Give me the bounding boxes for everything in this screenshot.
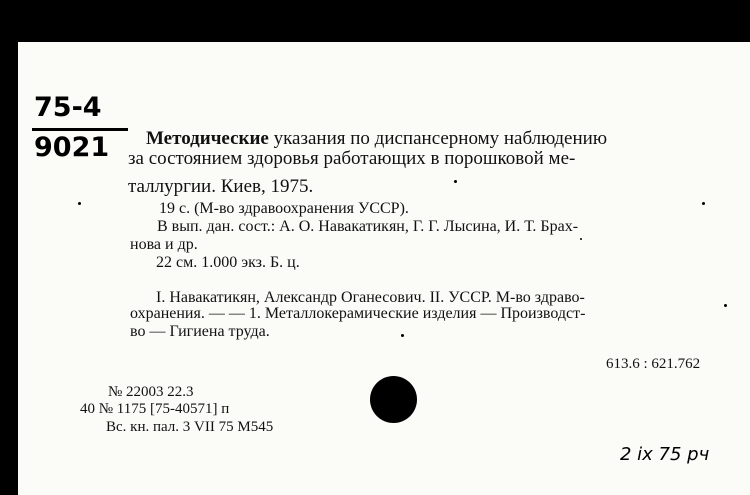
title-line-1 xyxy=(146,128,607,150)
call-number-bottom: 9021 xyxy=(34,132,110,163)
speck xyxy=(702,202,705,205)
call-number-top: 75-4 xyxy=(34,92,102,123)
title-rest: указания по диспансерному наблюдению xyxy=(273,128,608,149)
speck xyxy=(401,334,404,337)
tracing-line-2: охранения. — — 1. Металлокерамические изделия — Производст- xyxy=(130,305,586,322)
compilers-line-2: нова и др. xyxy=(130,236,198,253)
registration-number: № 1175 [75-40571] п xyxy=(98,401,230,417)
punch-hole xyxy=(370,376,417,423)
handwritten-note: 2 ix 75 pч xyxy=(620,444,710,465)
title-line-3: таллургии. Киев, 1975. xyxy=(128,176,314,197)
speck xyxy=(454,180,457,183)
catalog-card xyxy=(18,42,750,495)
tracing-line-1: I. Навакатикян, Александр Оганесович. II. УССР. М-во здраво- xyxy=(156,289,585,306)
speck xyxy=(580,238,582,240)
registration-line-2 xyxy=(80,401,229,418)
title-bold: Методические xyxy=(146,128,269,149)
format-line: 22 см. 1.000 экз. Б. ц. xyxy=(156,254,300,271)
registration-line-1: № 22003 22.3 xyxy=(108,384,194,400)
pagination: 19 с. (М-во здравоохранения УССР). xyxy=(159,200,409,217)
speck xyxy=(78,202,81,205)
compilers-line-1: В вып. дан. сост.: А. О. Навакатикян, Г. Г. Лысина, И. Т. Брах- xyxy=(157,218,579,235)
call-number-divider xyxy=(32,128,128,131)
registration-line-3: Вс. кн. пал. 3 VII 75 М545 xyxy=(106,419,274,435)
title-line-2: за состоянием здоровья работающих в порошковой ме- xyxy=(128,148,576,169)
tracing-line-3: во — Гигиена труда. xyxy=(130,323,270,340)
registration-prefix: 40 xyxy=(80,401,95,417)
udc-code: 613.6 : 621.762 xyxy=(606,356,701,372)
speck xyxy=(724,304,727,307)
